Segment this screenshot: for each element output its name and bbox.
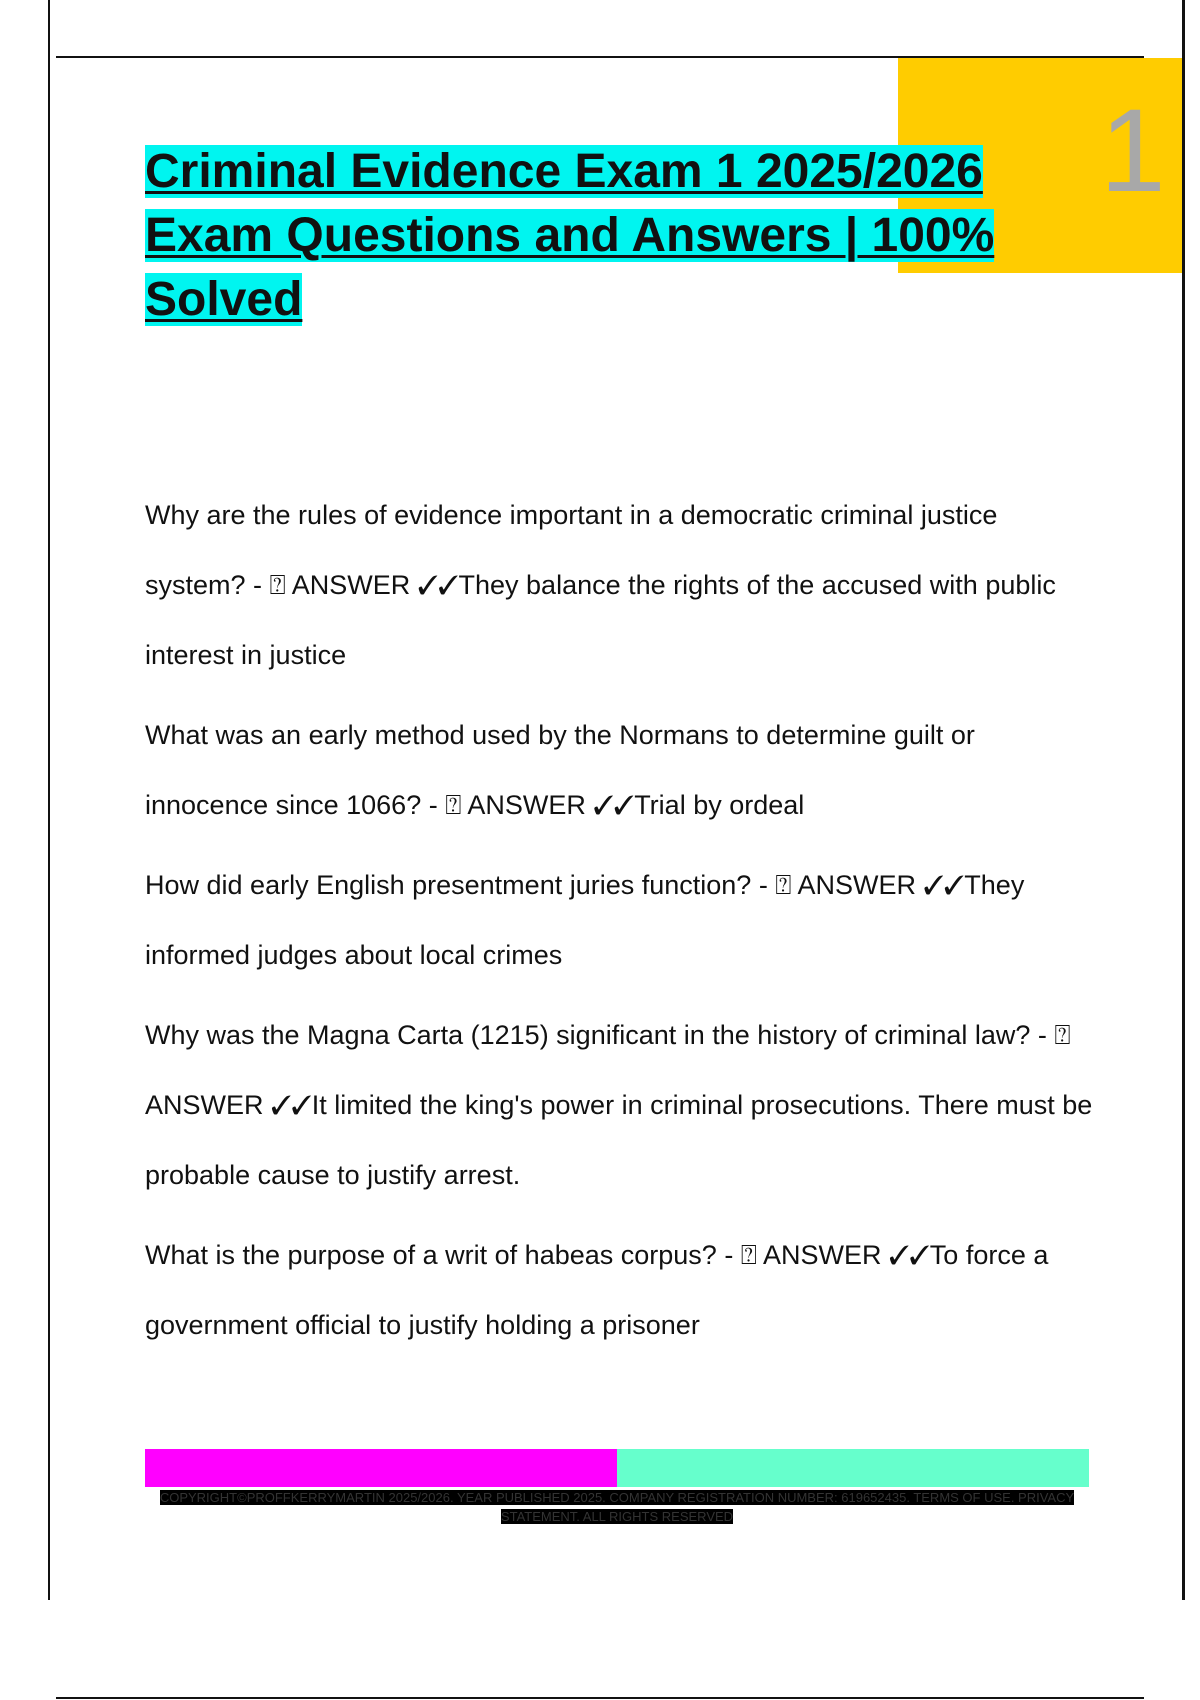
page-border-right [1182,0,1185,1600]
footer-bar-left [145,1449,617,1487]
footer-rule [56,1697,1144,1699]
document-title [145,140,1045,332]
copyright-notice [145,1488,1089,1526]
qa-item: Why was the Magna Carta (1215) significant in the history of criminal law? - ⍰ ANSWER ✓✓It limited the king's power in criminal prosecutions. There must be probable cause to justify arrest. [145,1020,1093,1190]
qa-item: What is the purpose of a writ of habeas corpus? - ⍰ ANSWER ✓✓To force a government official to justify holding a prisoner [145,1240,1049,1340]
copyright-text: COPYRIGHT©PROFFKERRYMARTIN 2025/2026. YEAR PUBLISHED 2025. COMPANY REGISTRATION NUMBER: 619652435. TERMS OF USE. PRIVACY STATEMENT. ALL RIGHTS RESERVED [159,1490,1075,1524]
page-number: 1 [1100,85,1166,217]
footer-bar-right [617,1449,1089,1487]
document-title-text: Criminal Evidence Exam 1 2025/2026 Exam Questions and Answers | 100% Solved [145,145,995,326]
qa-item: How did early English presentment juries function? - ⍰ ANSWER ✓✓They informed judges about local crimes [145,870,1025,970]
qa-item: What was an early method used by the Normans to determine guilt or innocence since 1066? - ⍰ ANSWER ✓✓Trial by ordeal [145,720,975,820]
qa-item: Why are the rules of evidence important in a democratic criminal justice system? - ⍰ ANSWER ✓✓They balance the rights of the accused with public interest in justice [145,500,1056,670]
qa-list [145,480,1100,1370]
page-border-left [48,0,50,1600]
footer-color-bar [145,1449,1089,1487]
